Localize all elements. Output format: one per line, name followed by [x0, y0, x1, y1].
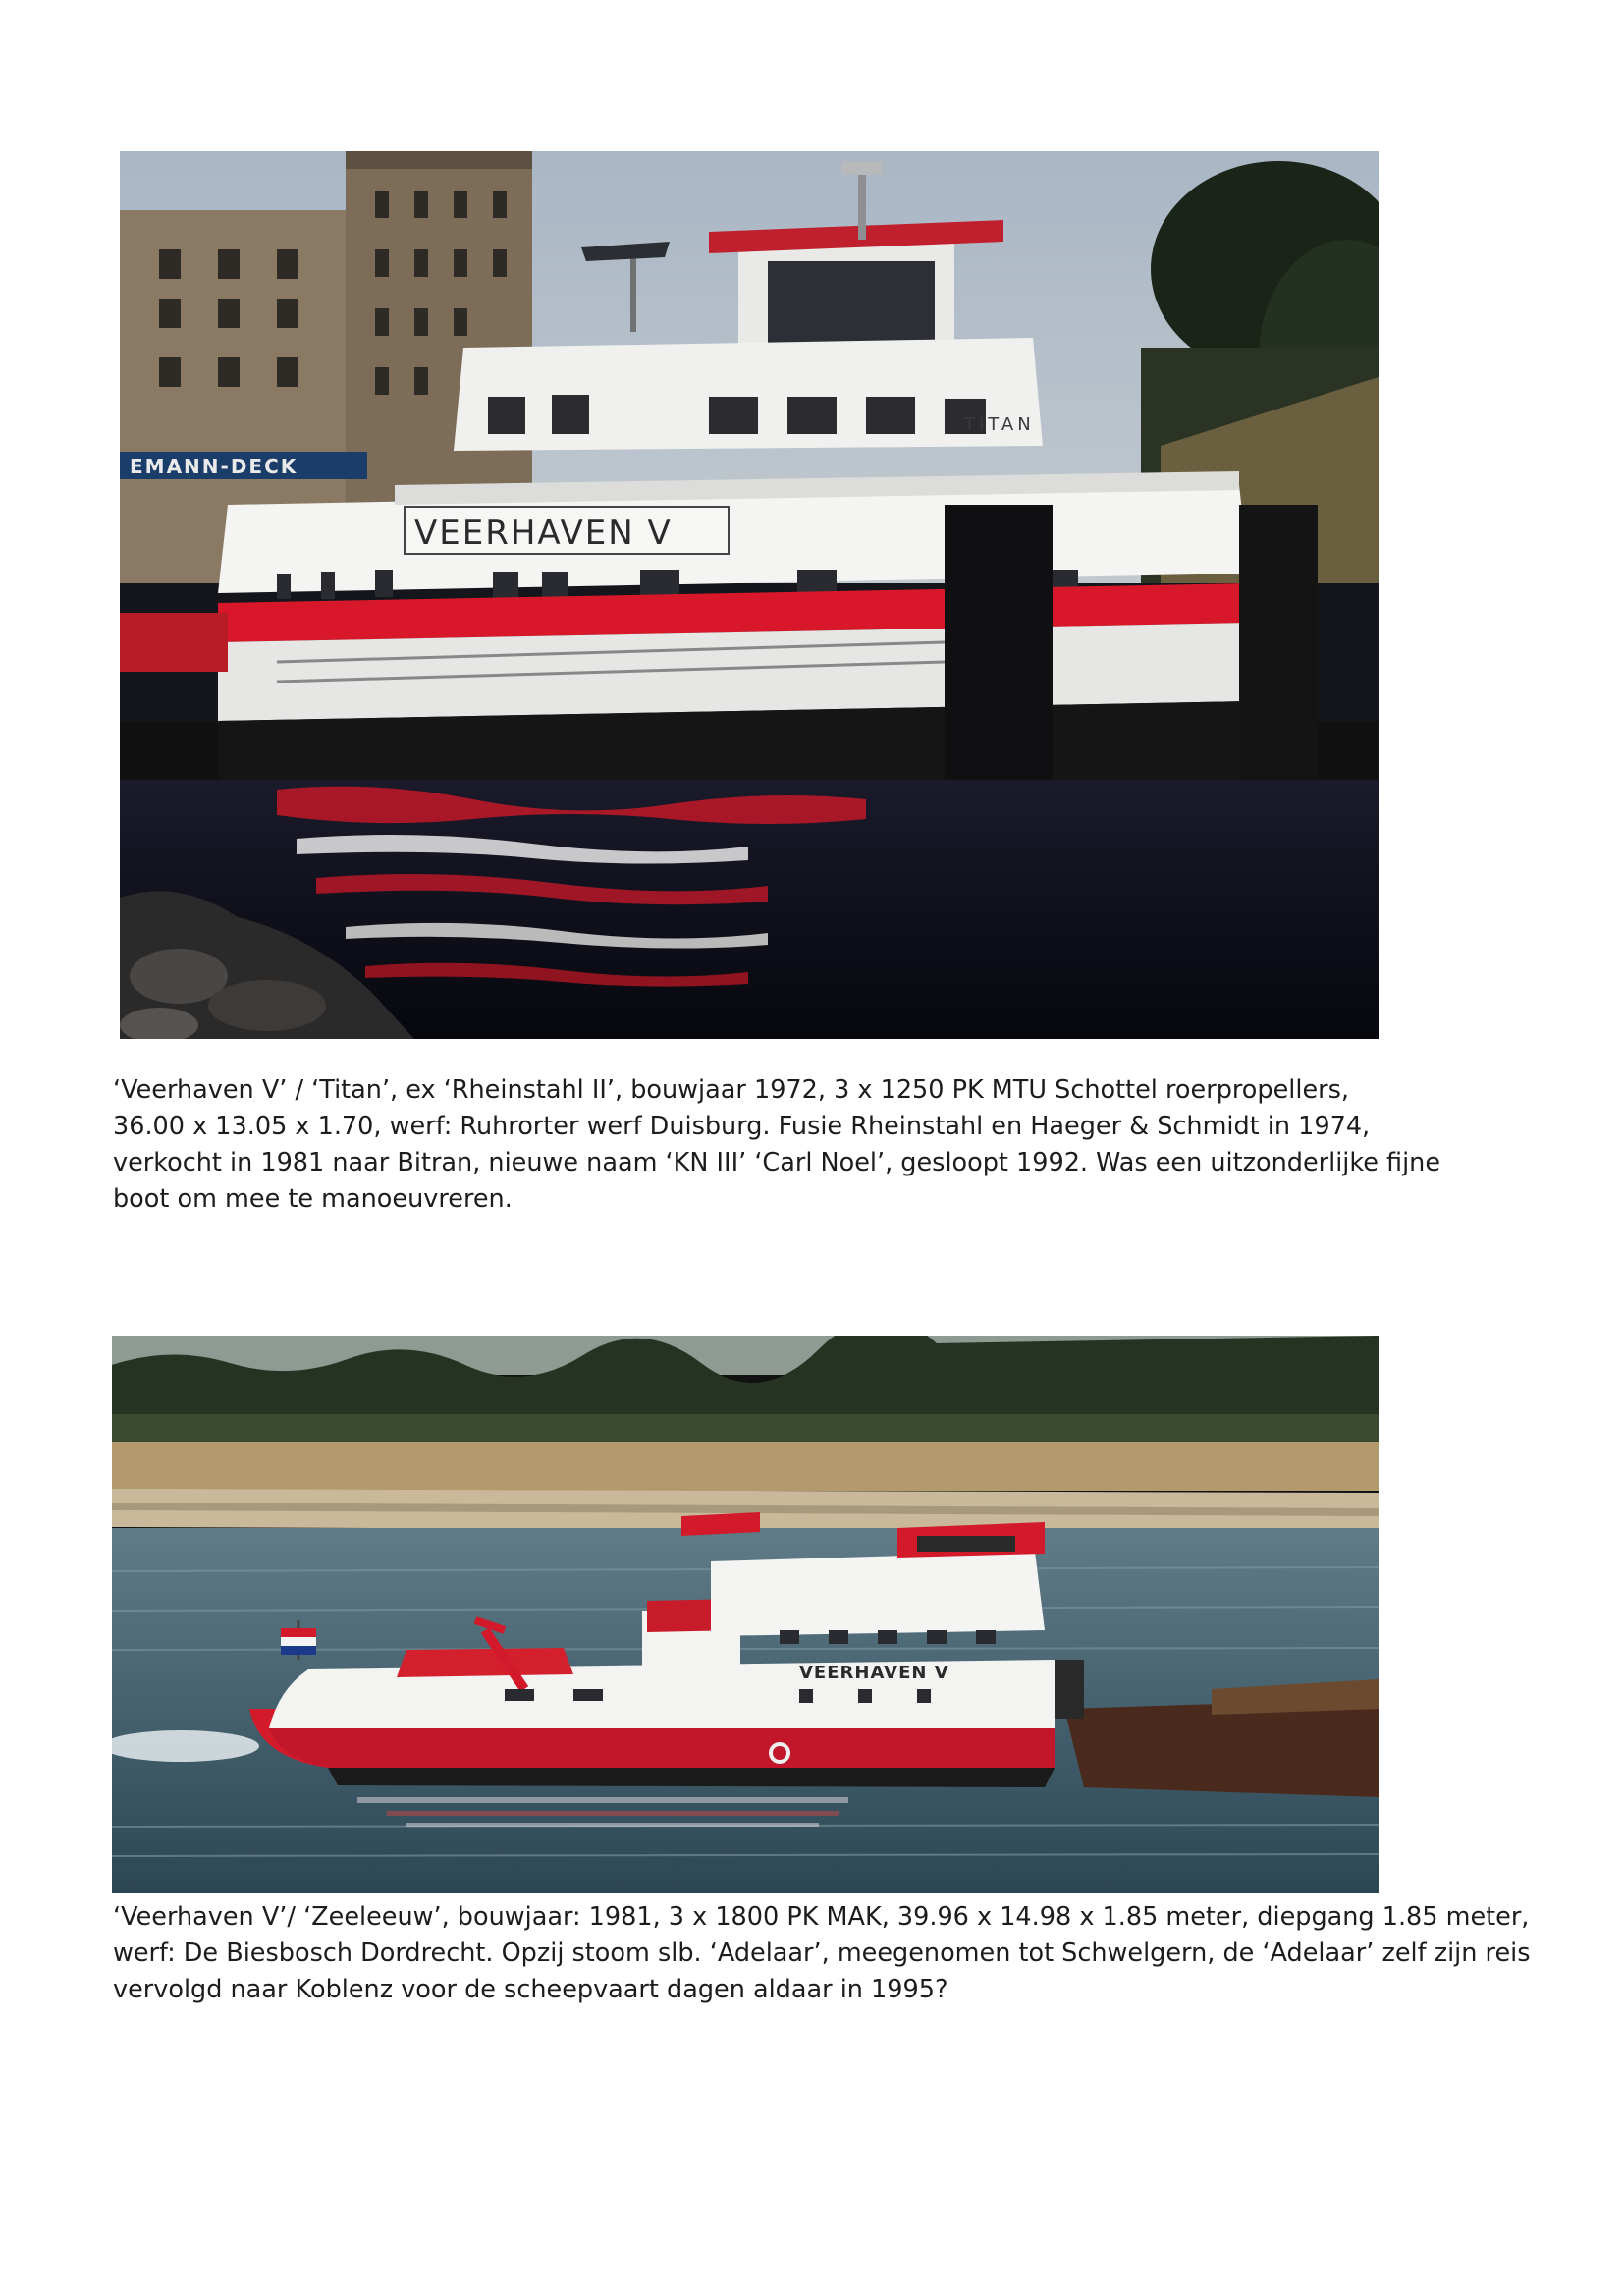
- photo-veerhaven-zeeleeuw: [112, 1336, 1379, 1893]
- caption-line: verkocht in 1981 naar Bitran, nieuwe naam ‘KN III’ ‘Carl Noel’, gesloopt 1992. Was een uitzonderlijke fijne: [113, 1148, 1441, 1177]
- caption-line: werf: De Biesbosch Dordrecht. Opzij stoom slb. ‘Adelaar’, meegenomen tot Schwelgern, de ‘Adelaar’ zelf zijn reis: [113, 1939, 1531, 1968]
- caption-veerhaven-titan: [113, 1072, 1440, 1218]
- caption-line: ‘Veerhaven V’/ ‘Zeeleeuw’, bouwjaar: 1981, 3 x 1800 PK MAK, 39.96 x 14.98 x 1.85 meter, diepgang 1.85 meter,: [113, 1902, 1530, 1932]
- caption-line: ‘Veerhaven V’ / ‘Titan’, ex ‘Rheinstahl II’, bouwjaar 1972, 3 x 1250 PK MTU Schottel roerpropellers,: [113, 1075, 1350, 1105]
- caption-line: 36.00 x 13.05 x 1.70, werf: Ruhrorter werf Duisburg. Fusie Rheinstahl en Haeger & Schmidt in 1974,: [113, 1112, 1371, 1141]
- photo-veerhaven-titan-image: [120, 151, 1379, 1039]
- titan-name-text: TITAN: [964, 414, 1035, 435]
- caption-line: vervolgd naar Koblenz voor de scheepvaart dagen aldaar in 1995?: [113, 1975, 948, 2004]
- photo-veerhaven-titan: [120, 151, 1379, 1039]
- quay-sign-text: EMANN-DECK: [130, 455, 298, 478]
- riverbank: [112, 1442, 1379, 1491]
- caption-veerhaven-zeeleeuw: [113, 1899, 1531, 2008]
- hull-name-text: VEERHAVEN V: [799, 1663, 949, 1683]
- bow-name-text: VEERHAVEN V: [414, 514, 673, 553]
- caption-line: boot om mee te manoeuvreren.: [113, 1184, 513, 1214]
- photo-veerhaven-zeeleeuw-image: [112, 1336, 1379, 1893]
- flag-icon: [281, 1628, 316, 1637]
